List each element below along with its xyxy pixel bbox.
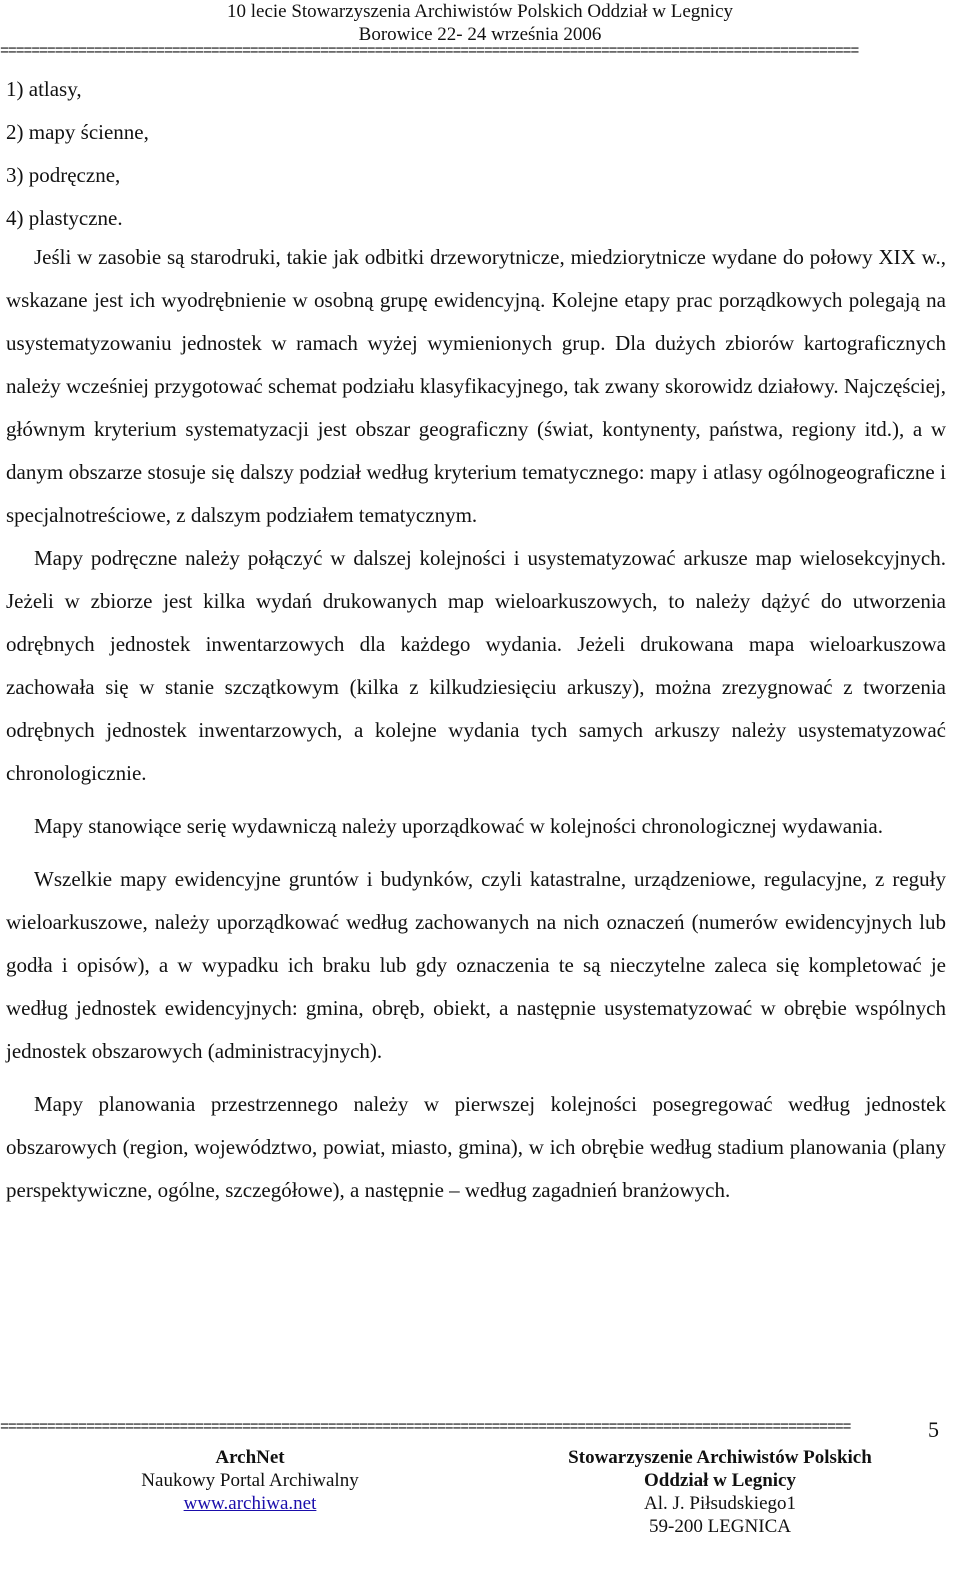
list-item: 3) podręczne,	[6, 163, 121, 187]
footer-archnet-subtitle: Naukowy Portal Archiwalny	[141, 1470, 359, 1491]
paragraph: Wszelkie mapy ewidencyjne gruntów i budynków, czyli katastralne, urządzeniowe, regulacyjne, z reguły wieloarkuszowe, należy uporządkować według zachowanych na nich oznaczeń (numerów ewidencyjnych lub godła i opisów), a w wypadku ich braku lub gdy oznaczenia te są nieczytelne zaleca się kompletować je według jednostek ewidencyjnych: gmina, obręb, obiekt, a następnie usystematyzować w obrębie wspólnych jednostek obszarowych (administracyjnych).	[6, 867, 946, 1063]
list	[6, 68, 946, 240]
footer-org-branch: Oddział w Legnicy	[643, 1470, 796, 1491]
header-date: Borowice 22- 24 września 2006	[358, 24, 602, 45]
page-header	[0, 0, 960, 46]
list-item: 4) plastyczne.	[6, 206, 123, 230]
footer-org-city: 59-200 LEGNICA	[649, 1516, 791, 1537]
list-item: 2) mapy ścienne,	[6, 120, 149, 144]
header-title: 10 lecie Stowarzyszenia Archiwistów Polskich Oddział w Legnicy	[226, 1, 733, 22]
footer-archnet-title: ArchNet	[215, 1447, 285, 1468]
footer-org-name: Stowarzyszenie Archiwistów Polskich	[568, 1447, 872, 1468]
paragraph: Mapy podręczne należy połączyć w dalszej kolejności i usystematyzować arkusze map wielosekcyjnych. Jeżeli w zbiorze jest kilka wydań drukowanych map wieloarkuszowych, to należy dążyć do utworzenia odrębnych jednostek inwentarzowych dla każdego wydania. Jeżeli drukowana mapa wieloarkuszowa zachowała się w stanie szczątkowym (kilka z kilkudziesięciu arkuszy), można zrezygnować z tworzenia odrębnych jednostek inwentarzowych, a kolejne wydania tych samych arkuszy należy usystematyzować chronologicznie.	[6, 546, 946, 785]
page-number: 5	[928, 1417, 939, 1442]
footer-archnet-link[interactable]: www.archiwa.net	[183, 1493, 317, 1514]
paragraph: Jeśli w zasobie są starodruki, takie jak odbitki drzeworytnicze, miedziorytnicze wydane do połowy XIX w., wskazane jest ich wyodrębnienie w osobną grupę ewidencyjną. Kolejne etapy prac porządkowych polegają na usystematyzowaniu jednostek w ramach wyżej wymienionych grup. Dla dużych zbiorów kartograficznych należy wcześniej przygotować schemat podziału klasyfikacyjnego, tak zwany skorowidz działowy. Najczęściej, głównym kryterium systematyzacji jest obszar geograficzny (świat, kontynenty, państwa, regiony itd.), a w danym obszarze stosuje się dalszy podział według kryterium tematycznego: mapy i atlasy ogólnogeograficzne i specjalnotreściowe, z dalszym podziałem tematycznym.	[6, 245, 946, 527]
footer-separator: =============================================================================================================	[0, 1420, 851, 1436]
footer-left	[120, 1446, 380, 1515]
paragraph: Mapy planowania przestrzennego należy w pierwszej kolejności posegregować według jednostek obszarowych (region, województwo, powiat, miasto, gmina), w ich obrębie według stadium planowania (plany perspektywiczne, ogólne, szczegółowe), a następnie – według zagadnień branżowych.	[6, 1092, 946, 1202]
footer-right	[545, 1446, 895, 1538]
body-text	[6, 236, 946, 1212]
paragraph: Mapy stanowiące serię wydawniczą należy uporządkować w kolejności chronologicznej wydawania.	[34, 814, 884, 838]
header-separator: ==============================================================================================================	[0, 44, 859, 60]
list-item: 1) atlasy,	[6, 77, 82, 101]
footer-org-street: Al. J. Piłsudskiego1	[643, 1493, 797, 1514]
